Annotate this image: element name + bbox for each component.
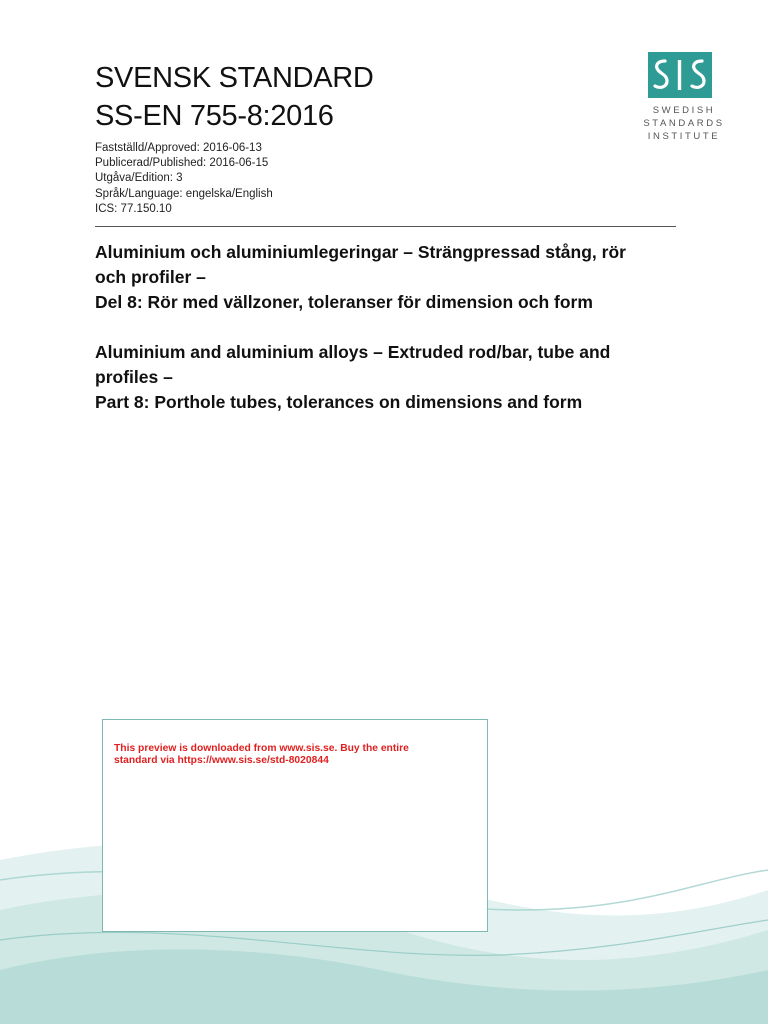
title-swedish bbox=[95, 240, 685, 315]
title-en-line: Part 8: Porthole tubes, tolerances on dimensions and form bbox=[95, 392, 583, 412]
meta-language: Språk/Language: engelska/English bbox=[95, 187, 273, 200]
standard-label: SVENSK STANDARD bbox=[95, 62, 374, 94]
title-sv-line: Aluminium och aluminiumlegeringar – Strängpressad stång, rör bbox=[95, 242, 626, 262]
title-en-line: profiles – bbox=[95, 367, 173, 387]
title-sv-line: Del 8: Rör med vällzoner, toleranser för dimension och form bbox=[95, 292, 593, 312]
preview-notice-box bbox=[102, 719, 488, 932]
divider bbox=[95, 226, 676, 227]
preview-notice bbox=[114, 743, 474, 767]
sis-logo-text bbox=[640, 104, 728, 143]
meta-approved: Fastställd/Approved: 2016-06-13 bbox=[95, 142, 262, 154]
standard-number: SS-EN 755-8:2016 bbox=[95, 100, 334, 132]
title-english bbox=[95, 340, 685, 415]
meta-ics: ICS: 77.150.10 bbox=[95, 202, 172, 215]
title-en-line: Aluminium and aluminium alloys – Extruded rod/bar, tube and bbox=[95, 342, 611, 362]
meta-edition: Utgåva/Edition: 3 bbox=[95, 172, 183, 185]
preview-notice-line: standard via https://www.sis.se/std-8020844 bbox=[114, 755, 329, 766]
sis-logo-mark-icon bbox=[648, 52, 712, 98]
logo-line: INSTITUTE bbox=[647, 131, 721, 142]
title-sv-line: och profiler – bbox=[95, 267, 206, 287]
meta-published: Publicerad/Published: 2016-06-15 bbox=[95, 157, 269, 170]
preview-notice-line: This preview is downloaded from www.sis.se. Buy the entire bbox=[114, 743, 409, 754]
metadata-block bbox=[95, 141, 273, 217]
logo-line: STANDARDS bbox=[643, 118, 725, 129]
logo-line: SWEDISH bbox=[652, 105, 716, 116]
